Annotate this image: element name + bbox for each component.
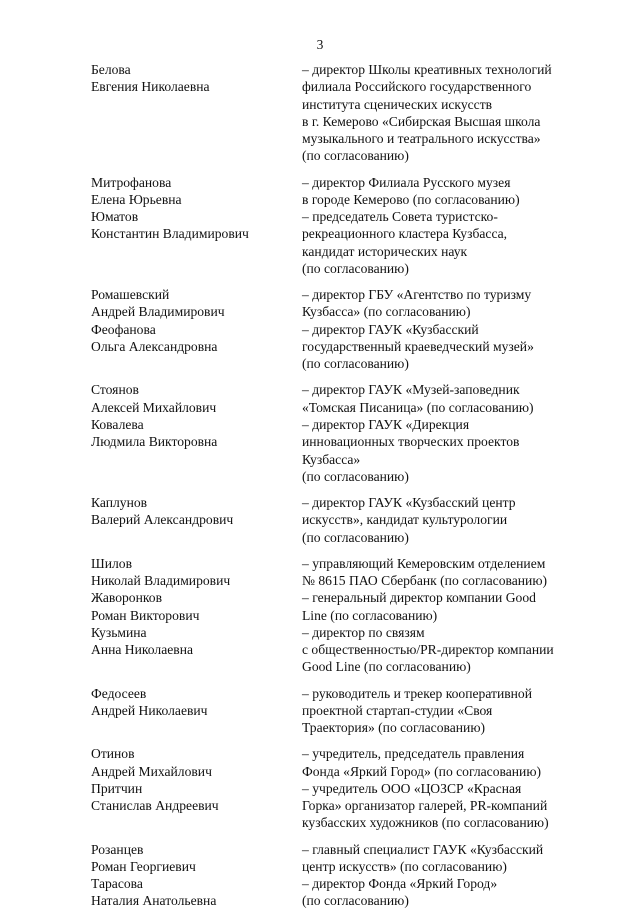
member-name: Федосеев	[91, 685, 147, 701]
member-position: Фонда «Яркий Город» (по согласованию)	[302, 763, 542, 779]
member-position: Good Line (по согласованию)	[302, 659, 471, 675]
entry-line	[0, 260, 640, 277]
member-position: – председатель Совета туристско-	[302, 209, 498, 225]
entry-line	[0, 658, 640, 675]
member-position: № 8615 ПАО Сбербанк (по согласованию)	[302, 573, 548, 588]
member-name: Ковалева	[91, 417, 144, 433]
member-name: Андрей Михайлович	[91, 763, 212, 779]
member-position: Кузбасса» (по согласованию)	[302, 304, 471, 320]
member-name: Наталия Анатольевна	[91, 893, 217, 909]
entry-line	[0, 858, 640, 875]
member-name: Каплунов	[91, 495, 148, 511]
member-position: в г. Кемерово «Сибирская Высшая школа	[302, 113, 541, 129]
member-position: инновационных творческих проектов	[302, 434, 520, 450]
entry-line	[0, 433, 640, 450]
member-name: Феофанова	[91, 321, 156, 337]
member-name: Алексей Михайлович	[91, 399, 217, 415]
entry-block	[0, 494, 640, 546]
member-name: Отинов	[91, 746, 135, 762]
member-position: кузбасских художников (по согласованию)	[302, 815, 549, 831]
entry-line	[0, 96, 640, 113]
entry-block	[0, 841, 640, 910]
entry-spacer	[0, 165, 640, 174]
entry-line	[0, 303, 640, 320]
member-name: Людмила Викторовна	[91, 434, 218, 450]
member-position: – учредитель, председатель правления	[302, 746, 525, 762]
member-position: (по согласованию)	[302, 529, 409, 545]
member-position: музыкального и театрального искусства»	[302, 131, 541, 147]
member-position: (по согласованию)	[302, 893, 409, 909]
page-number: 3	[316, 37, 324, 52]
member-position: проектной стартап-студии «Своя	[302, 702, 493, 718]
member-name: Притчин	[91, 780, 143, 796]
entry-line	[0, 338, 640, 355]
entry-line	[0, 174, 640, 191]
member-position: рекреационного кластера Кузбасса,	[302, 226, 508, 242]
entry-block	[0, 745, 640, 831]
entry-line	[0, 797, 640, 814]
entry-line	[0, 243, 640, 260]
member-position: Траектория» (по согласованию)	[302, 720, 486, 736]
member-name: Розанцев	[91, 841, 144, 857]
member-position: государственный краеведческий музей»	[302, 339, 534, 355]
entry-block	[0, 381, 640, 485]
member-name: Митрофанова	[91, 174, 172, 190]
member-position: – руководитель и трекер кооперативной	[302, 685, 532, 701]
member-position: института сценических искусств	[302, 96, 493, 112]
entry-line	[0, 494, 640, 511]
entry-block	[0, 286, 640, 372]
member-position: – директор Школы креативных технологий	[302, 62, 552, 77]
member-name: Роман Георгиевич	[91, 858, 196, 874]
entry-line	[0, 892, 640, 909]
member-position: Line (по согласованию)	[302, 607, 438, 623]
entry-line	[0, 147, 640, 164]
member-position: «Томская Писаница» (по согласованию)	[302, 399, 534, 415]
member-position: – директор ГАУК «Музей-заповедник	[302, 382, 520, 398]
member-name: Тарасова	[91, 876, 143, 892]
entry-line	[0, 555, 640, 572]
member-position: (по согласованию)	[302, 468, 409, 484]
entry-spacer	[0, 832, 640, 841]
entry-line	[0, 321, 640, 338]
entry-line	[0, 780, 640, 797]
entry-line	[0, 468, 640, 485]
entry-block	[0, 685, 640, 737]
member-position: с общественностью/PR-директор компании	[302, 642, 554, 658]
member-name: Николай Владимирович	[91, 573, 231, 588]
entry-line	[0, 641, 640, 658]
member-position: (по согласованию)	[302, 148, 409, 164]
member-name: Белова	[91, 62, 131, 77]
member-name: Юматов	[91, 209, 139, 225]
entry-spacer	[0, 546, 640, 555]
entry-line	[0, 607, 640, 624]
member-position: филиала Российского государственного	[302, 79, 532, 95]
member-position: Кузбасса»	[302, 451, 361, 467]
entry-line	[0, 841, 640, 858]
entry-line	[0, 814, 640, 831]
entry-line	[0, 130, 640, 147]
entry-line	[0, 719, 640, 736]
entry-line	[0, 399, 640, 416]
member-position: – учредитель ООО «ЦОЗСР «Красная	[302, 780, 522, 796]
member-position: – директор ГАУК «Кузбасский центр	[302, 495, 516, 511]
member-name: Стоянов	[91, 382, 139, 398]
entry-block	[0, 61, 640, 165]
member-position: центр искусств» (по согласованию)	[302, 858, 507, 874]
entry-line	[0, 191, 640, 208]
member-position: – директор ГАУК «Дирекция	[302, 417, 470, 433]
entry-line	[0, 589, 640, 606]
member-position: Горка» организатор галерей, PR-компаний	[302, 798, 548, 814]
entry-line	[0, 572, 640, 589]
entry-line	[0, 208, 640, 225]
member-name: Ромашевский	[91, 287, 170, 303]
member-name: Анна Николаевна	[91, 642, 193, 658]
entry-block	[0, 555, 640, 676]
member-position: искусств», кандидат культурологии	[302, 512, 508, 528]
entry-line	[0, 763, 640, 780]
member-position: (по согласованию)	[302, 261, 409, 277]
member-position: (по согласованию)	[302, 356, 409, 372]
entry-line	[0, 511, 640, 528]
member-name: Роман Викторович	[91, 607, 200, 623]
member-name: Евгения Николаевна	[91, 79, 210, 95]
entry-spacer	[0, 676, 640, 685]
entry-line	[0, 702, 640, 719]
entry-line	[0, 529, 640, 546]
member-name: Елена Юрьевна	[91, 191, 182, 207]
entry-line	[0, 61, 640, 78]
member-name: Жаворонков	[91, 590, 162, 606]
entry-block	[0, 174, 640, 278]
member-name: Андрей Николаевич	[91, 702, 208, 718]
member-position: кандидат исторических наук	[302, 243, 468, 259]
entry-line	[0, 381, 640, 398]
entry-line	[0, 875, 640, 892]
entry-line	[0, 451, 640, 468]
entry-line	[0, 416, 640, 433]
member-position: в городе Кемерово (по согласованию)	[302, 191, 520, 207]
member-name: Станислав Андреевич	[91, 798, 219, 814]
entry-line	[0, 225, 640, 242]
member-position: – директор Филиала Русского музея	[302, 174, 511, 190]
entry-spacer	[0, 277, 640, 286]
member-name: Константин Владимирович	[91, 226, 249, 242]
entry-line	[0, 286, 640, 303]
member-position: – генеральный директор компании Good	[302, 590, 536, 606]
entry-spacer	[0, 485, 640, 494]
member-position: – директор Фонда «Яркий Город»	[302, 876, 498, 892]
member-name: Кузьмина	[91, 624, 147, 640]
member-position: – главный специалист ГАУК «Кузбасский	[302, 841, 544, 857]
entry-spacer	[0, 736, 640, 745]
entry-line	[0, 355, 640, 372]
member-name: Валерий Александрович	[91, 512, 234, 528]
entry-line	[0, 624, 640, 641]
entry-line	[0, 685, 640, 702]
member-name: Шилов	[91, 555, 132, 571]
entry-line	[0, 78, 640, 95]
member-name: Ольга Александровна	[91, 339, 218, 355]
member-position: – управляющий Кемеровским отделением	[302, 555, 546, 571]
entry-line	[0, 745, 640, 762]
member-position: – директор ГБУ «Агентство по туризму	[302, 287, 532, 303]
member-list	[0, 61, 640, 910]
member-position: – директор по связям	[302, 624, 425, 640]
member-name: Андрей Владимирович	[91, 304, 225, 320]
member-position: – директор ГАУК «Кузбасский	[302, 321, 479, 337]
entry-spacer	[0, 373, 640, 382]
entry-line	[0, 113, 640, 130]
